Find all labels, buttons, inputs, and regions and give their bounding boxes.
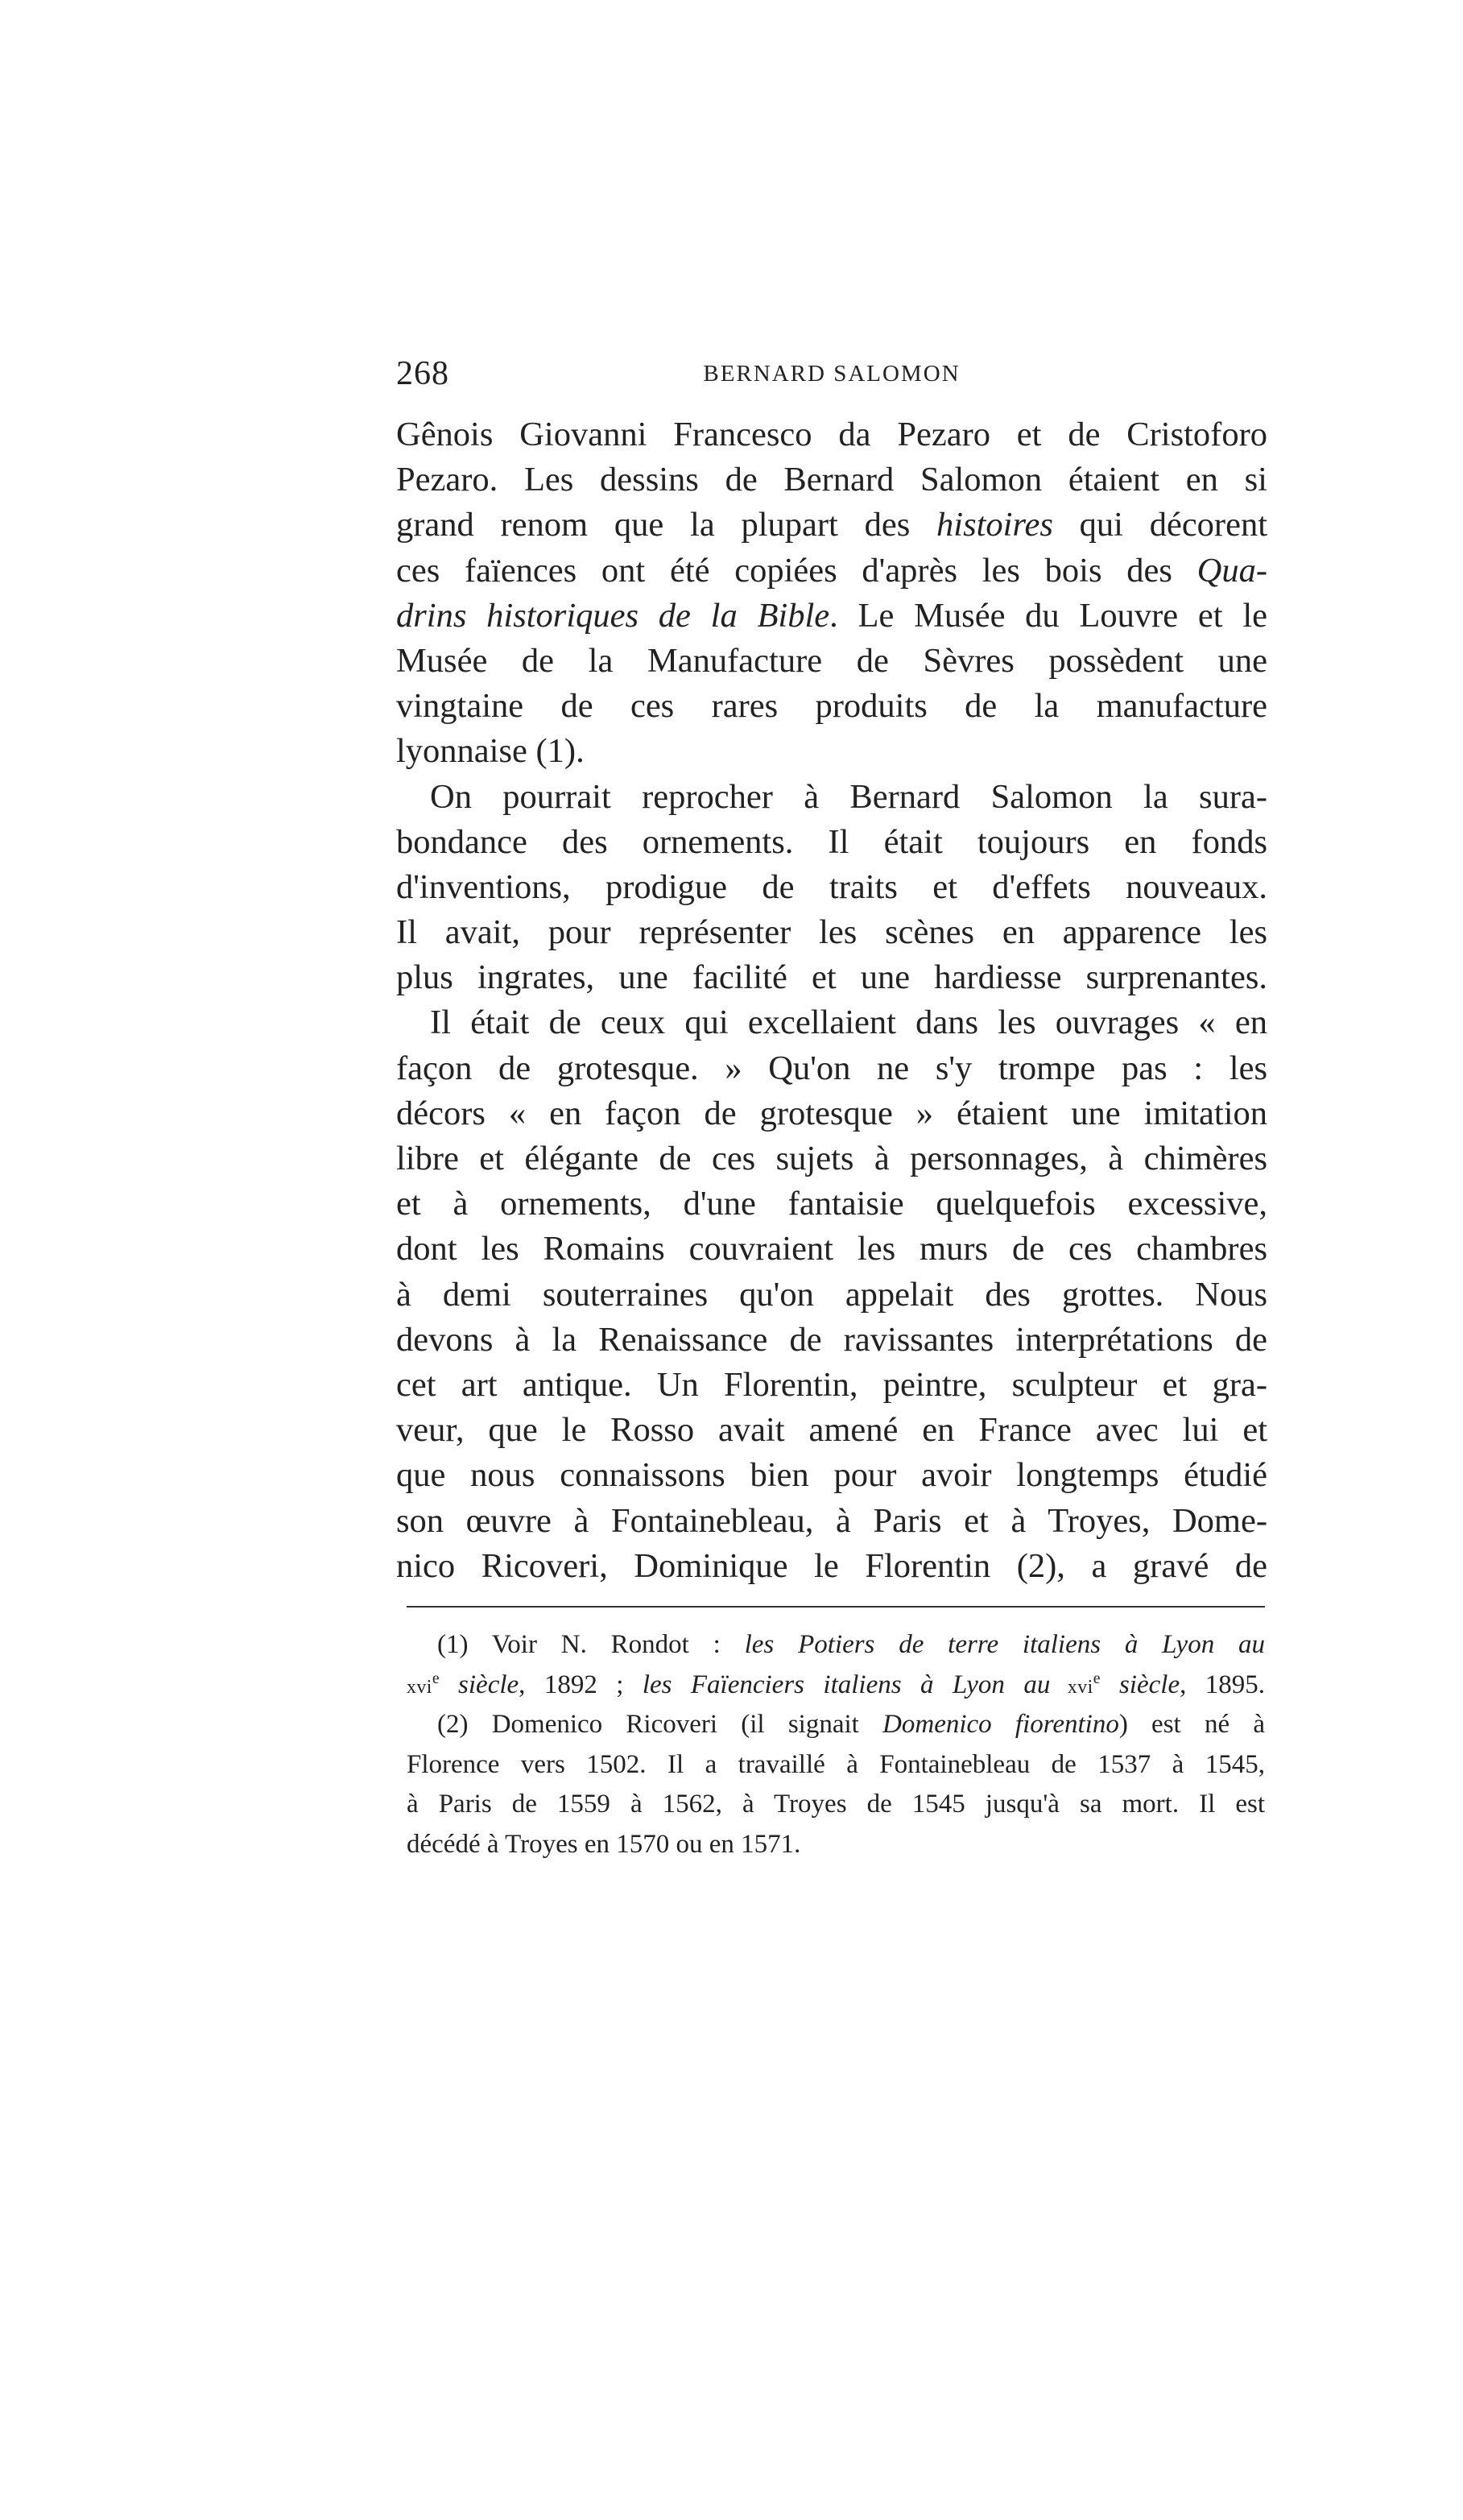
text-line <box>396 594 1267 639</box>
text-run: , 1895. <box>1180 1670 1266 1699</box>
text-line: Musée de la Manufacture de Sèvres possèdent une <box>396 641 1267 680</box>
footnotes <box>407 1625 1265 1864</box>
running-title: BERNARD SALOMON <box>703 361 961 387</box>
footnote-2-cont: décédé à Troyes en 1570 ou en 1571. <box>407 1829 801 1859</box>
text-run: . Le Musée du Louvre et le <box>829 596 1268 635</box>
footnote-1 <box>407 1625 1265 1666</box>
italic-name: Domenico fiorentino <box>882 1710 1119 1739</box>
text-line: et à ornements, d'une fantaisie quelquefois excessive, <box>396 1185 1267 1223</box>
text-line: plus ingrates, une facilité et une hardiesse surprenantes. <box>396 958 1267 997</box>
footnote-divider <box>407 1606 1265 1608</box>
text-line: On pourrait reprocher à Bernard Salomon la sura- <box>430 777 1267 816</box>
text-line: bondance des ornements. Il était toujours en fonds <box>396 822 1267 861</box>
footnote-2 <box>407 1705 1265 1745</box>
italic-title: Qua- <box>1196 551 1267 590</box>
page-number: 268 <box>396 355 449 392</box>
text-run: (2) Domenico Ricoveri (il signait <box>437 1710 883 1739</box>
italic-title: les Faïenciers italiens à Lyon au <box>642 1670 1051 1699</box>
italic-title: les Potiers de terre italiens à Lyon au <box>744 1630 1266 1659</box>
text-run: ) est né à <box>1118 1710 1265 1739</box>
text-line: devons à la Renaissance de ravissantes interprétations de <box>396 1320 1267 1359</box>
italic-title: drins historiques de la Bible <box>396 596 830 635</box>
running-head <box>396 354 1267 403</box>
body-text <box>396 412 1267 1589</box>
century-numeral: xvi <box>1050 1676 1093 1698</box>
text-line: son œuvre à Fontainebleau, à Paris et à Troyes, Dome- <box>396 1501 1267 1540</box>
text-line: Il était de ceux qui excellaient dans les ouvrages « en <box>430 1003 1267 1042</box>
text-run: , 1892 ; <box>519 1670 643 1699</box>
footnote-1-cont <box>407 1666 1265 1706</box>
text-run: (1) Voir N. Rondot : <box>437 1630 745 1659</box>
text-run: grand renom que la plupart des <box>396 506 937 544</box>
century-numeral: xvi <box>407 1676 432 1698</box>
text-line: Il avait, pour représenter les scènes en apparence les <box>396 913 1267 952</box>
text-line: lyonnaise (1). <box>396 732 585 771</box>
text-line: libre et élégante de ces sujets à personnages, à chimères <box>396 1140 1267 1177</box>
text-line: Gênois Giovanni Francesco da Pezaro et de Cristoforo <box>396 416 1267 453</box>
text-line: que nous connaissons bien pour avoir longtemps étudié <box>396 1456 1267 1495</box>
text-line: veur, que le Rosso avait amené en France avec lui et <box>396 1411 1267 1450</box>
text-run: ces faïences ont été copiées d'après les bois des <box>396 551 1197 590</box>
italic-word: siècle <box>439 1670 519 1699</box>
footnote-2-cont: à Paris de 1559 à 1562, à Troyes de 1545 jusqu'à sa mort. Il est <box>407 1790 1265 1819</box>
text-line: nico Ricoveri, Dominique le Florentin (2), a gravé de <box>396 1546 1267 1585</box>
text-line: vingtaine de ces rares produits de la manufacture <box>396 687 1267 726</box>
text-line: façon de grotesque. » Qu'on ne s'y trompe pas : les <box>396 1049 1267 1087</box>
text-line: d'inventions, prodigue de traits et d'effets nouveaux. <box>396 867 1267 906</box>
italic-word: siècle <box>1100 1670 1180 1699</box>
text-line: Pezaro. Les dessins de Bernard Salomon étaient en si <box>396 461 1267 499</box>
text-line <box>396 548 1267 594</box>
text-line <box>396 503 1267 548</box>
text-line: à demi souterraines qu'on appelait des grottes. Nous <box>396 1275 1267 1314</box>
italic-title: histoires <box>936 506 1053 544</box>
superscript: e <box>432 1669 440 1687</box>
text-run: qui décorent <box>1052 506 1268 544</box>
text-line: dont les Romains couvraient les murs de ces chambres <box>396 1230 1267 1268</box>
text-line: décors « en façon de grotesque » étaient une imitation <box>396 1094 1267 1132</box>
footnote-2-cont: Florence vers 1502. Il a travaillé à Fontainebleau de 1537 à 1545, <box>407 1749 1265 1779</box>
text-line: cet art antique. Un Florentin, peintre, sculpteur et gra- <box>396 1365 1267 1404</box>
superscript: e <box>1093 1669 1101 1687</box>
